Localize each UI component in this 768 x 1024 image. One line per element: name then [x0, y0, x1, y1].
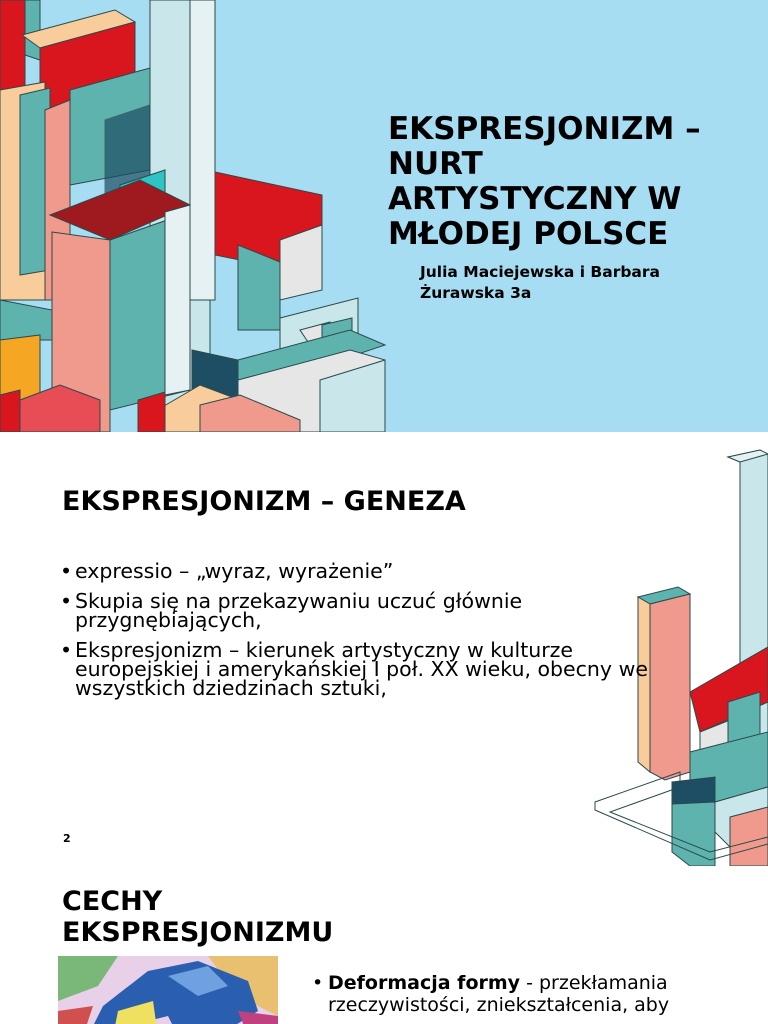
features-slide — [0, 866, 768, 1024]
slide-subtitle: Julia Maciejewska i Barbara Żurawska 3a — [420, 263, 661, 302]
bullet-icon: • — [60, 559, 73, 583]
list-item — [60, 589, 700, 632]
slide-title: EKSPRESJONIZM – NURT ARTYSTYCZNY W MŁODEJ POLSCE — [388, 111, 701, 252]
bullet-icon: • — [312, 972, 324, 994]
bullet-list — [60, 559, 700, 709]
bullet-text: Skupia się na przekazywaniu uczuć głównie przygnębiających, — [75, 589, 523, 632]
bullet-bold-text: Deformacja formy — [328, 972, 521, 994]
bullet-text: expressio – „wyraz, wyrażenie” — [75, 559, 394, 583]
bullet-icon: • — [60, 589, 73, 613]
bullet-text: - przekłamania rzeczywistości, zniekształcenia, aby — [328, 972, 670, 1016]
title-slide — [0, 0, 768, 432]
list-item — [60, 559, 700, 583]
slide-title: CECHY EKSPRESJONIZMU — [62, 886, 334, 948]
list-item — [312, 972, 732, 1016]
bullet-list — [312, 972, 732, 1016]
blue-horse-painting-image — [58, 956, 278, 1024]
geometric-buildings-illustration — [0, 0, 400, 432]
genesis-slide — [0, 432, 768, 866]
list-item — [60, 638, 700, 700]
page-number: 2 — [63, 832, 71, 845]
slide-title: EKSPRESJONIZM – GENEZA — [62, 486, 466, 517]
bullet-text: Ekspresjonizm – kierunek artystyczny w kulturze europejskiej i amerykańskiej I poł. XX wieku, obecny we wszystkich dziedzinach sztuki, — [75, 638, 648, 700]
bullet-icon: • — [60, 638, 73, 662]
